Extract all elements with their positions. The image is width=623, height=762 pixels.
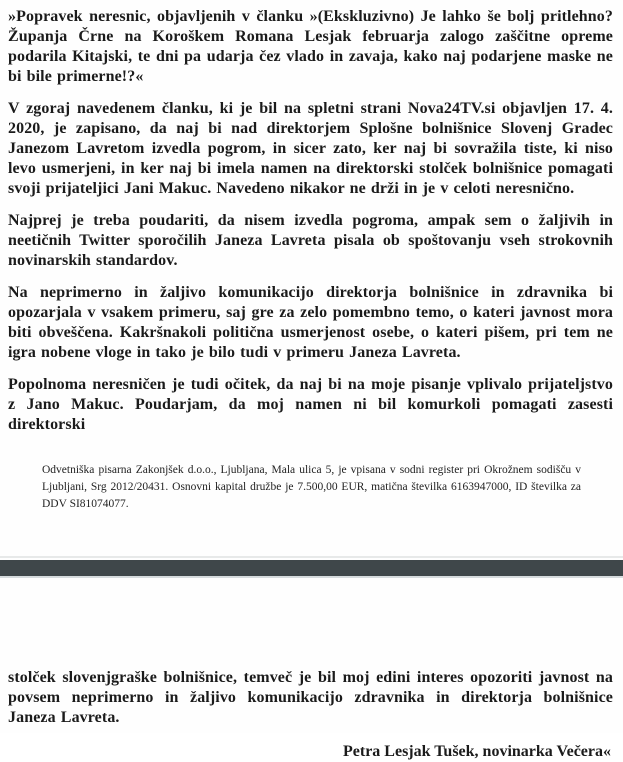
- paragraph-denial-pogrom: Najprej je treba poudariti, da nisem izvedla pogroma, ampak sem o žaljivih in neetičnih Twitter sporočilih Janeza Lavreta pisala ob spoštovanju vseh strokovnih novinarskih standardov.: [8, 212, 613, 269]
- viewer-page-gap-bar: [0, 560, 623, 576]
- paragraph-article-claims: V zgoraj navedenem članku, ki je bil na spletni strani Nova24TV.si objavljen 17. 4. 2020, je zapisano, da naj bi nad direktorjem Splošne bolnišnice Slovenj Gradec Janezom Lavretom izvedla pogrom, in sicer zato, ker naj bi sovražila tiste, ki niso levo usmerjeni, in ker naj bi imela namen na direktorski stolček bolnišnice pomagati svoji prijateljici Jani Makuc. Navedeno nikakor ne drži in je v celoti neresnično.: [8, 100, 613, 197]
- paragraph-correction-title: »Popravek neresnic, objavljenih v članku »(Ekskluzivno) Je lahko še bolj pritlehno? Županja Črne na Koroškem Romana Lesjak februarja zalogo zaščitne opreme podarila Kitajski, te dni pa udarja čez vlado in zavaja, kako naj podarjene maske ne bi bile primerne!?«: [8, 8, 613, 85]
- page-separator: [0, 556, 623, 578]
- paragraph-communication-warning: Na neprimerno in žaljivo komunikacijo direktorja bolnišnice in zdravnika bi opozarjala v vsakem primeru, saj gre za zelo pomembno temo, o kateri javnost mora biti obveščena. Kakršnakoli politična usmerjenost osebe, o kateri pišem, pri tem ne igra nobene vloge in tako je bilo tudi v primeru Janeza Lavreta.: [8, 284, 613, 361]
- law-firm-footer-note: Odvetniška pisarna Zakonjšek d.o.o., Ljubljana, Mala ulica 5, je vpisana v sodni register pri Okrožnem sodišču v Ljubljani, Srg 2012/20431. Osnovni kapital družbe je 7.500,00 EUR, matična številka 6163947000, ID številka za DDV SI81074077.: [42, 464, 581, 510]
- paragraph-friendship-denial: Popolnoma neresničen je tudi očitek, da naj bi na moje pisanje vplivalo prijateljstvo z Jano Makuc. Poudarjam, da moj namen ni bil komurkoli pomagati zasesti direktorski: [8, 376, 613, 433]
- paragraph-continuation: stolček slovenjgraške bolnišnice, temveč je bil moj edini interes opozoriti javnost na povsem neprimerno in žaljivo komunikacijo zdravnika in direktorja bolnišnice Janeza Lavreta.: [8, 669, 613, 726]
- signature-line: Petra Lesjak Tušek, novinarka Večera«: [342, 743, 611, 760]
- document-page-2: [0, 578, 623, 762]
- page-bottom-edge-shadow: [0, 556, 623, 558]
